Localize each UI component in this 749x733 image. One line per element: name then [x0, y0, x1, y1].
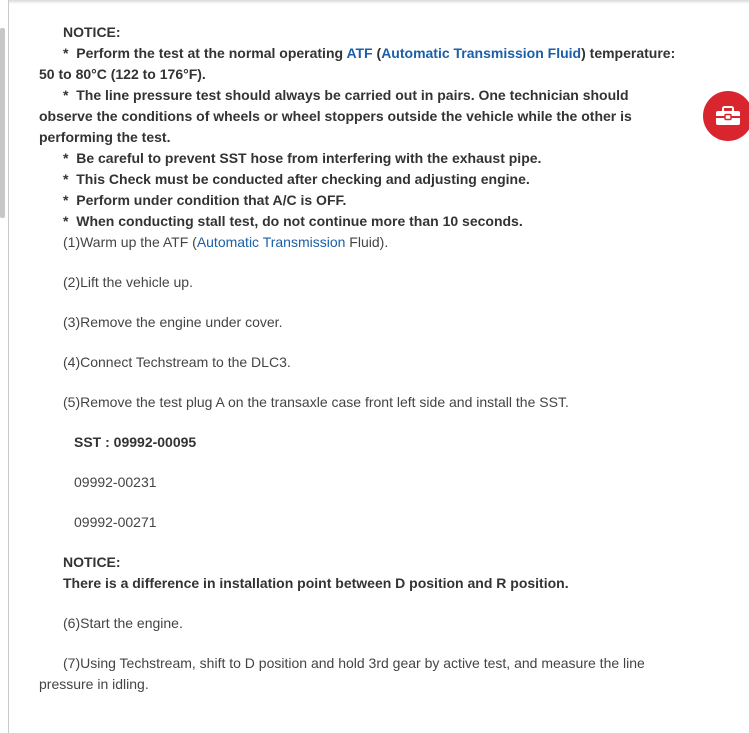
bullet-1-paren: ( [372, 45, 382, 61]
toolbox-icon [715, 105, 741, 127]
bullet-1-text-pre: Perform the test at the normal operating [76, 45, 347, 61]
procedure-content [39, 22, 679, 695]
bullet-5-text: Perform under condition that A/C is OFF. [76, 192, 347, 208]
step-7: (7)Using Techstream, shift to D position and hold 3rd gear by active test, and measure the line pressure in idling. [39, 655, 645, 692]
notice-bullet-6 [39, 211, 679, 232]
bullet-1-text-post: ) temperature: 50 to 80°C (122 to 176°F). [39, 45, 676, 82]
step-5: (5)Remove the test plug A on the transaxle case front left side and install the SST. [63, 394, 569, 410]
step-1 [39, 232, 679, 253]
notice-2-heading: NOTICE: [63, 554, 121, 570]
top-shadow [9, 0, 749, 4]
toolbox-button[interactable] [703, 91, 749, 141]
atf-step-link[interactable]: Automatic Transmission [196, 234, 346, 250]
bullet-marker: * [63, 45, 69, 61]
sst-label: SST : 09992-00095 [74, 434, 197, 450]
notice-bullet-2 [39, 85, 679, 148]
bullet-6-text: When conducting stall test, do not continue more than 10 seconds. [76, 213, 523, 229]
bullet-marker: * [63, 192, 69, 208]
atf-link[interactable]: ATF [346, 45, 373, 61]
scrollbar-thumb[interactable] [0, 28, 5, 218]
bullet-2-text: The line pressure test should always be carried out in pairs. One technician should observe the conditions of wheels or wheel stoppers outside the vehicle while the other is performing the test. [39, 87, 632, 145]
notice-heading: NOTICE: [63, 24, 121, 40]
bullet-3-text: Be careful to prevent SST hose from interfering with the exhaust pipe. [76, 150, 542, 166]
notice-bullet-5 [39, 190, 679, 211]
step-2: (2)Lift the vehicle up. [63, 274, 193, 290]
bullet-4-text: This Check must be conducted after checking and adjusting engine. [76, 171, 530, 187]
notice-bullet-3 [39, 148, 679, 169]
bullet-marker: * [63, 87, 69, 103]
notice-2-text: There is a difference in installation point between D position and R position. [63, 575, 569, 591]
step-1-text-post: Fluid). [345, 234, 389, 250]
notice-bullet-1 [39, 43, 679, 85]
sst-part-2: 09992-00271 [74, 514, 157, 530]
step-4: (4)Connect Techstream to the DLC3. [63, 354, 291, 370]
step-1-text-pre: (1)Warm up the ATF ( [63, 234, 197, 250]
bullet-marker: * [63, 150, 69, 166]
bullet-marker: * [63, 171, 69, 187]
atf-full-link[interactable]: Automatic Transmission Fluid [381, 45, 582, 61]
step-6: (6)Start the engine. [63, 615, 183, 631]
sst-part-1: 09992-00231 [74, 474, 157, 490]
step-3: (3)Remove the engine under cover. [63, 314, 283, 330]
bullet-marker: * [63, 213, 69, 229]
notice-bullet-4 [39, 169, 679, 190]
